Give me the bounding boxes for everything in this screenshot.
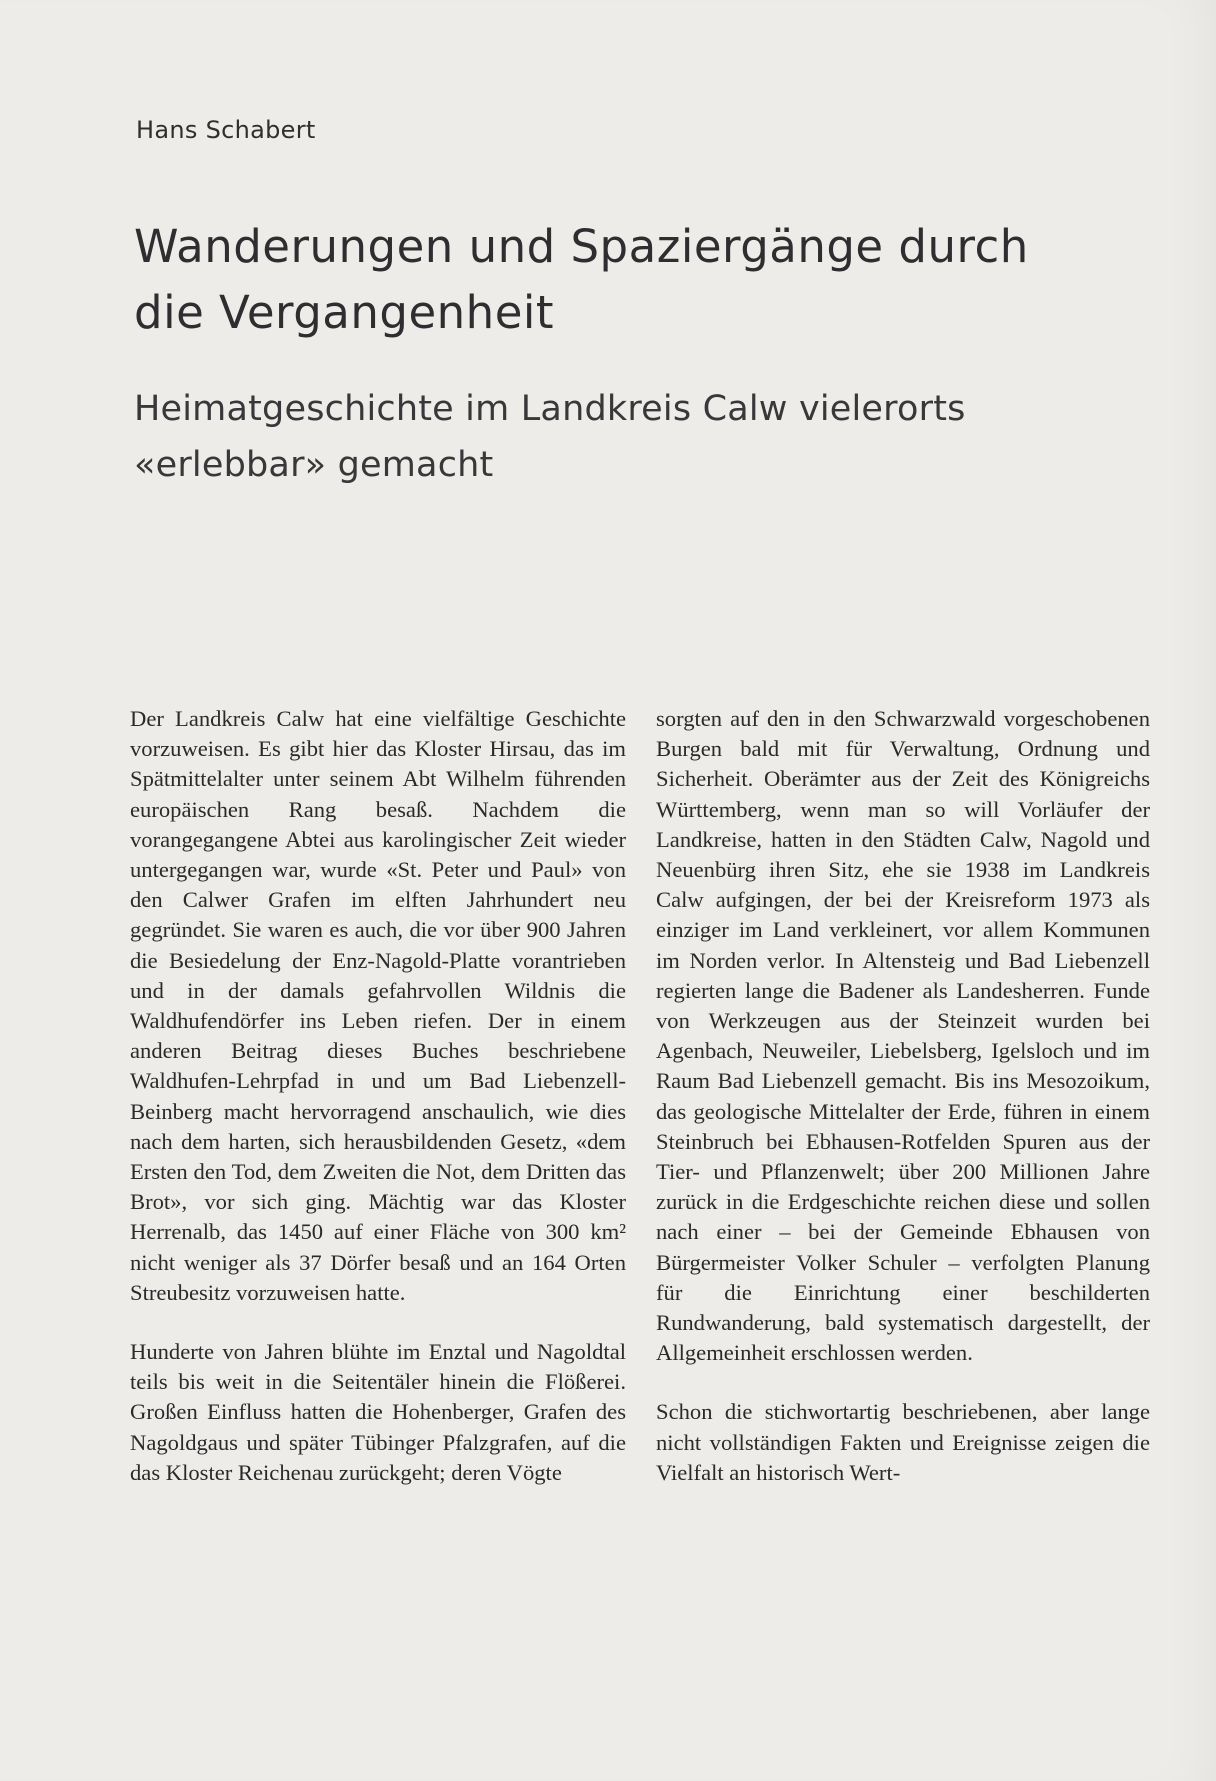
paragraph: Der Landkreis Calw hat eine vielfältige Geschichte vorzuweisen. Es gibt hier das Kloster Hirsau, das im Spätmittelalter unter seinem Abt Wilhelm führenden europäischen Rang besaß. Nachdem die vorangegangene Abtei aus karolingischer Zeit wieder untergegangen war, wurde «St. Peter und Paul» von den Calwer Grafen im elften Jahrhundert neu gegründet. Sie waren es auch, die vor über 900 Jahren die Besiedelung der Enz-Nagold-Platte vorantrieben und in der damals gefahrvollen Wildnis die Waldhufendörfer ins Leben riefen. Der in einem anderen Beitrag dieses Buches beschriebene Waldhufen-Lehrpfad in und um Bad Liebenzell-Beinberg macht hervorragend anschaulich, wie dies nach dem harten, sich herausbildenden Gesetz, «dem Ersten den Tod, dem Zweiten die Not, dem Dritten das Brot», vor sich ging. Mächtig war das Kloster Herrenalb, das 1450 auf einer Fläche von 300 km² nicht weniger als 37 Dörfer besaß und an 164 Orten Streubesitz vorzuweisen hatte. bbox=[130, 706, 626, 1305]
text-column-left bbox=[130, 704, 626, 1517]
text-column-right bbox=[656, 704, 1150, 1517]
author-name: Hans Schabert bbox=[136, 116, 316, 144]
paragraph: sorgten auf den in den Schwarzwald vorgeschobenen Burgen bald mit für Verwaltung, Ordnung und Sicherheit. Oberämter aus der Zeit des Königreichs Württemberg, wenn man so will Vorläufer der Landkreise, hatten in den Städten Calw, Nagold und Neuenbürg ihren Sitz, ehe sie 1938 im Landkreis Calw aufgingen, der bei der Kreisreform 1973 als einziger im Land verkleinert, vor allem Kommunen im Norden verlor. In Altensteig und Bad Liebenzell regierten lange die Badener als Landesherren. Funde von Werkzeugen aus der Steinzeit wurden bei Agenbach, Neuweiler, Liebelsberg, Igelsloch und im Raum Bad Liebenzell gemacht. Bis ins Mesozoikum, das geologische Mittelalter der Erde, führen in einem Steinbruch bei Ebhausen-Rotfelden Spuren aus der Tier- und Pflanzenwelt; über 200 Millionen Jahre zurück in die Erdgeschichte reichen diese und sollen nach einer – bei der Gemeinde Ebhausen von Bürgermeister Volker Schuler – verfolgten Planung für die Einrichtung einer beschilderten Rundwanderung, bald systematisch dargestellt, der Allgemeinheit erschlossen werden. bbox=[656, 706, 1150, 1366]
paragraph: Schon die stichwortartig beschriebenen, aber lange nicht vollständigen Fakten und Ereignisse zeigen die Vielfalt an historisch Wert- bbox=[656, 1399, 1150, 1485]
article-title: Wanderungen und Spaziergänge durch die Vergangenheit bbox=[134, 220, 1029, 339]
article-subtitle: Heimatgeschichte im Landkreis Calw vielerorts «erlebbar» gemacht bbox=[134, 389, 966, 485]
paragraph: Hunderte von Jahren blühte im Enztal und Nagoldtal teils bis weit in die Seitentäler hinein die Flößerei. Großen Einfluss hatten die Hohenberger, Grafen des Nagoldgaus und später Tübinger Pfalzgrafen, auf die das Kloster Reichenau zurückgeht; deren Vögte bbox=[130, 1339, 626, 1485]
